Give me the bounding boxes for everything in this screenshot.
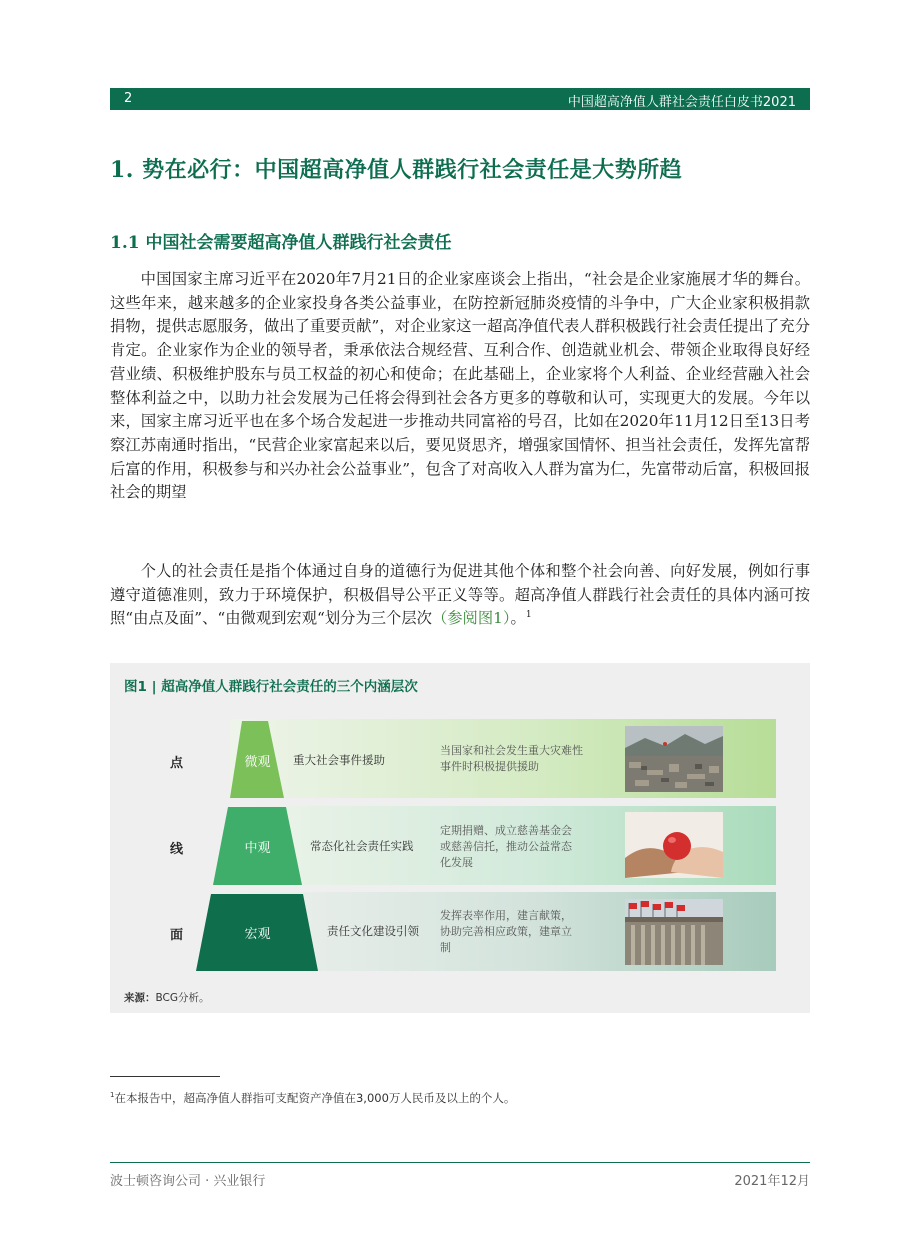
row-label-line: 常态化社会责任实践 [310, 839, 414, 853]
row-label-plane: 责任文化建设引领 [327, 924, 419, 938]
section-heading: 1. 势在必行：中国超高净值人群践行社会责任是大势所趋 [110, 157, 683, 183]
level-label-line: 线 [170, 842, 184, 857]
footnote-text: 在本报告中，超高净值人群指可支配资产净值在3,000万人民币及以上的个人。 [114, 1091, 516, 1105]
disaster-rubble-photo [625, 726, 723, 792]
scale-label-macro: 宏观 [244, 927, 271, 942]
source-label: 来源： [124, 992, 156, 1004]
figure-source [124, 990, 210, 1005]
hands-holding-heart-photo [625, 812, 723, 878]
figure-1 [110, 663, 810, 1013]
subsection-heading: 1.1 中国社会需要超高净值人群践行社会责任 [110, 233, 452, 253]
footnote [110, 1090, 515, 1106]
source-text: BCG分析。 [155, 992, 210, 1004]
paragraph-2-text: 个人的社会责任是指个体通过自身的道德行为促进其他个体和整个社会向善、向好发展，例如行事遵守道德准则，致力于环境保护，积极倡导公平正义等等。超高净值人群践行社会责任的具体内涵可按照“由点及面”、“由微观到宏观“划分为三个层次 [110, 562, 810, 628]
scale-label-micro: 微观 [244, 755, 271, 770]
row-desc-plane: 发挥表率作用，建言献策，协助完善相应政策，建章立制 [440, 909, 572, 954]
page-number: 2 [124, 91, 133, 106]
paragraph-2-end: 。 [510, 609, 526, 628]
footer-publishers: 波士顿咨询公司 · 兴业银行 [110, 1174, 266, 1189]
footnote-divider [110, 1076, 220, 1077]
header-bar [110, 88, 810, 110]
figure-title: 图1 | 超高净值人群践行社会责任的三个内涵层次 [124, 679, 418, 695]
level-label-plane: 面 [170, 928, 184, 943]
footer-date: 2021年12月 [734, 1174, 810, 1189]
row-label-point: 重大社会事件援助 [293, 753, 385, 767]
footnote-number: 1 [110, 1091, 115, 1100]
footer-divider [110, 1162, 810, 1163]
figure-reference-link[interactable]: （参阅图1） [431, 609, 511, 628]
scale-label-meso: 中观 [244, 841, 271, 856]
body-paragraph-2 [110, 560, 810, 631]
great-hall-flags-photo [625, 899, 723, 965]
footnote-marker[interactable]: 1 [525, 610, 532, 621]
row-desc-point: 当国家和社会发生重大灾难性事件时积极提供援助 [440, 744, 583, 773]
level-label-point: 点 [170, 756, 184, 771]
row-desc-line: 定期捐赠、成立慈善基金会或慈善信托，推动公益常态化发展 [440, 824, 572, 869]
document-title: 中国超高净值人群社会责任白皮书2021 [567, 95, 796, 110]
body-paragraph-1: 中国国家主席习近平在2020年7月21日的企业家座谈会上指出，“社会是企业家施展才华的舞台。这些年来，越来越多的企业家投身各类公益事业，在防控新冠肺炎疫情的斗争中，广大企业家积极捐款捐物，提供志愿服务，做出了重要贡献”，对企业家这一超高净值代表人群积极践行社会责任提出了充分肯定。企业家作为企业的领导者，秉承依法合规经营、互利合作、创造就业机会、带领企业取得良好经营业绩、积极维护股东与员工权益的初心和使命；在此基础上，企业家将个人利益、企业经营融入社会整体利益之中，以助力社会发展为己任将会得到社会各方更多的尊敬和认可，实现更大的发展。今年以来，国家主席习近平也在多个场合发起进一步推动共同富裕的号召，比如在2020年11月12日至13日考察江苏南通时指出，“民营企业家富起来以后，要见贤思齐，增强家国情怀、担当社会责任，发挥先富帮后富的作用，积极参与和兴办社会公益事业”，包含了对高收入人群为富为仁，先富带动后富，积极回报社会的期望 [110, 270, 810, 502]
